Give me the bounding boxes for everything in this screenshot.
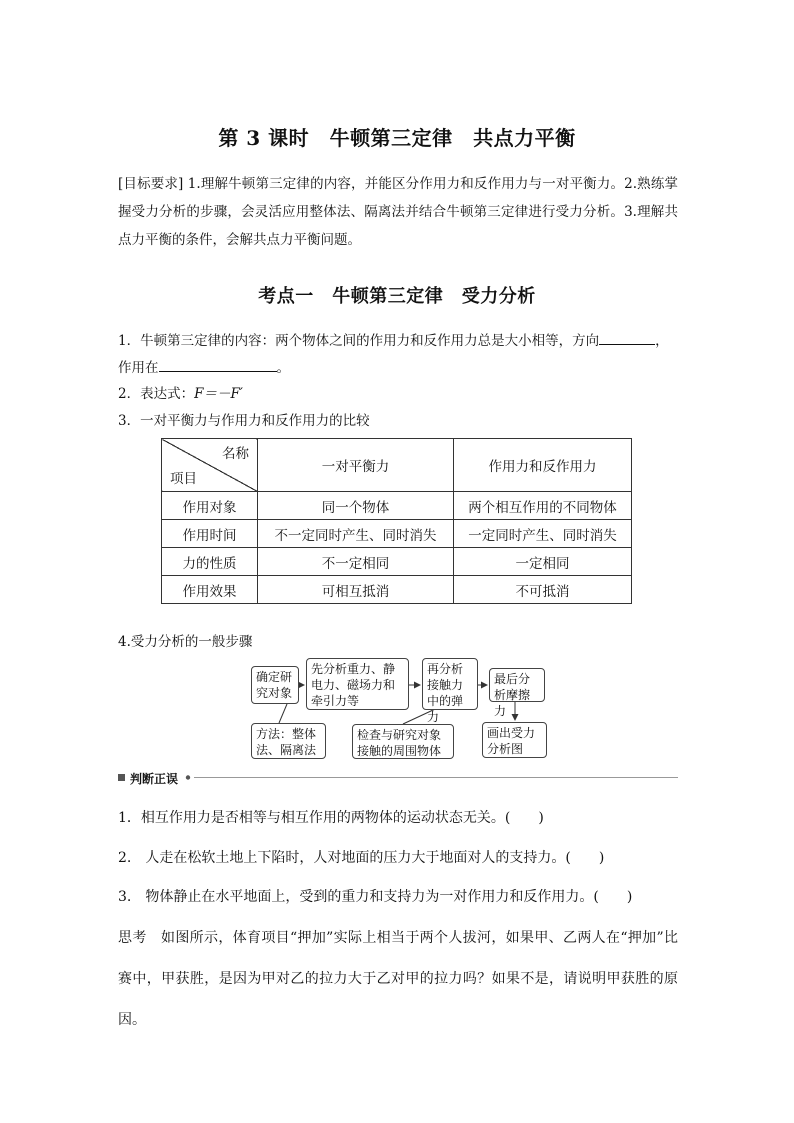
step-draw-diagram: 画出受力分析图 (482, 722, 547, 758)
row-label: 作用效果 (162, 576, 258, 604)
header-name: 名称 (222, 446, 249, 462)
think-text: 如图所示，体育项目“押加”实际上相当于两个人拔河，如果甲、乙两人在“押加”比赛中，甲获胜，是因为甲对乙的拉力大于乙对甲的拉力吗？如果不是，请说明甲获胜的原因。 (118, 930, 678, 1028)
header-item: 项目 (170, 471, 197, 487)
connector-method (279, 704, 287, 723)
think-tag: 思考 (118, 930, 147, 946)
item-1-text: 1．牛顿第三定律的内容：两个物体之间的作用力和反作用力总是大小相等，方向 (118, 333, 600, 349)
item-1-comma: ， (655, 333, 669, 349)
step-determine-object: 确定研究对象 (251, 666, 299, 704)
table-cell: 不一定相同 (258, 548, 454, 576)
item-2-text: 2．表达式： (118, 386, 195, 402)
goals-tag: [目标要求] (118, 176, 184, 192)
item-4: 4.受力分析的一般步骤 (118, 634, 253, 650)
table-cell: 可相互抵消 (258, 576, 454, 604)
table-cell: 同一个物体 (258, 492, 454, 520)
question-3: 3. 物体静止在水平地面上，受到的重力和支持力为一对作用力和反作用力。( ) (118, 889, 633, 905)
note-check-surroundings: 检查与研究对象接触的周围物体 (352, 724, 454, 759)
table-cell: 不可抵消 (454, 576, 632, 604)
column-header: 一对平衡力 (258, 439, 454, 492)
formula: F＝－F′ (194, 386, 243, 402)
item-1-period: 。 (276, 360, 290, 376)
table-cell: 不一定同时产生、同时消失 (258, 520, 454, 548)
note-method: 方法：整体法、隔离法 (251, 723, 326, 759)
row-label: 作用对象 (162, 492, 258, 520)
judge-section-header (118, 771, 678, 785)
item-3: 3．一对平衡力与作用力和反作用力的比较 (118, 413, 370, 429)
goals-text: 1.理解牛顿第三定律的内容，并能区分作用力和反作用力与一对平衡力。2.熟练掌握受力分析的步骤，会灵活应用整体法、隔离法并结合牛顿第三定律进行受力分析。3.理解共点力平衡的条件，会解共点力平衡问题。 (118, 176, 678, 248)
judge-label: 判断正误 (130, 772, 179, 786)
table-cell: 两个相互作用的不同物体 (454, 492, 632, 520)
row-label: 力的性质 (162, 548, 258, 576)
step-analyze-field-forces: 先分析重力、静电力、磁场力和牵引力等 (306, 658, 409, 710)
question-2: 2. 人走在松软土地上下陷时，人对地面的压力大于地面对人的支持力。( ) (118, 850, 605, 866)
step-analyze-elastic-force: 再分析接触力中的弹力 (422, 658, 478, 710)
question-1: 1．相互作用力是否相等与相互作用的两物体的运动状态无关。( ) (118, 810, 544, 826)
think-paragraph (118, 918, 678, 1041)
item-1-text-2: 作用在 (118, 360, 159, 376)
section-title: 考点一 牛顿第三定律 受力分析 (258, 286, 536, 307)
judge-divider (118, 771, 678, 785)
table-cell: 一定同时产生、同时消失 (454, 520, 632, 548)
page-title: 第 3 课时 牛顿第三定律 共点力平衡 (218, 126, 576, 150)
step-analyze-friction: 最后分析摩擦力 (489, 668, 545, 702)
column-header: 作用力和反作用力 (454, 439, 632, 492)
row-label: 作用时间 (162, 520, 258, 548)
table-cell: 一定相同 (454, 548, 632, 576)
